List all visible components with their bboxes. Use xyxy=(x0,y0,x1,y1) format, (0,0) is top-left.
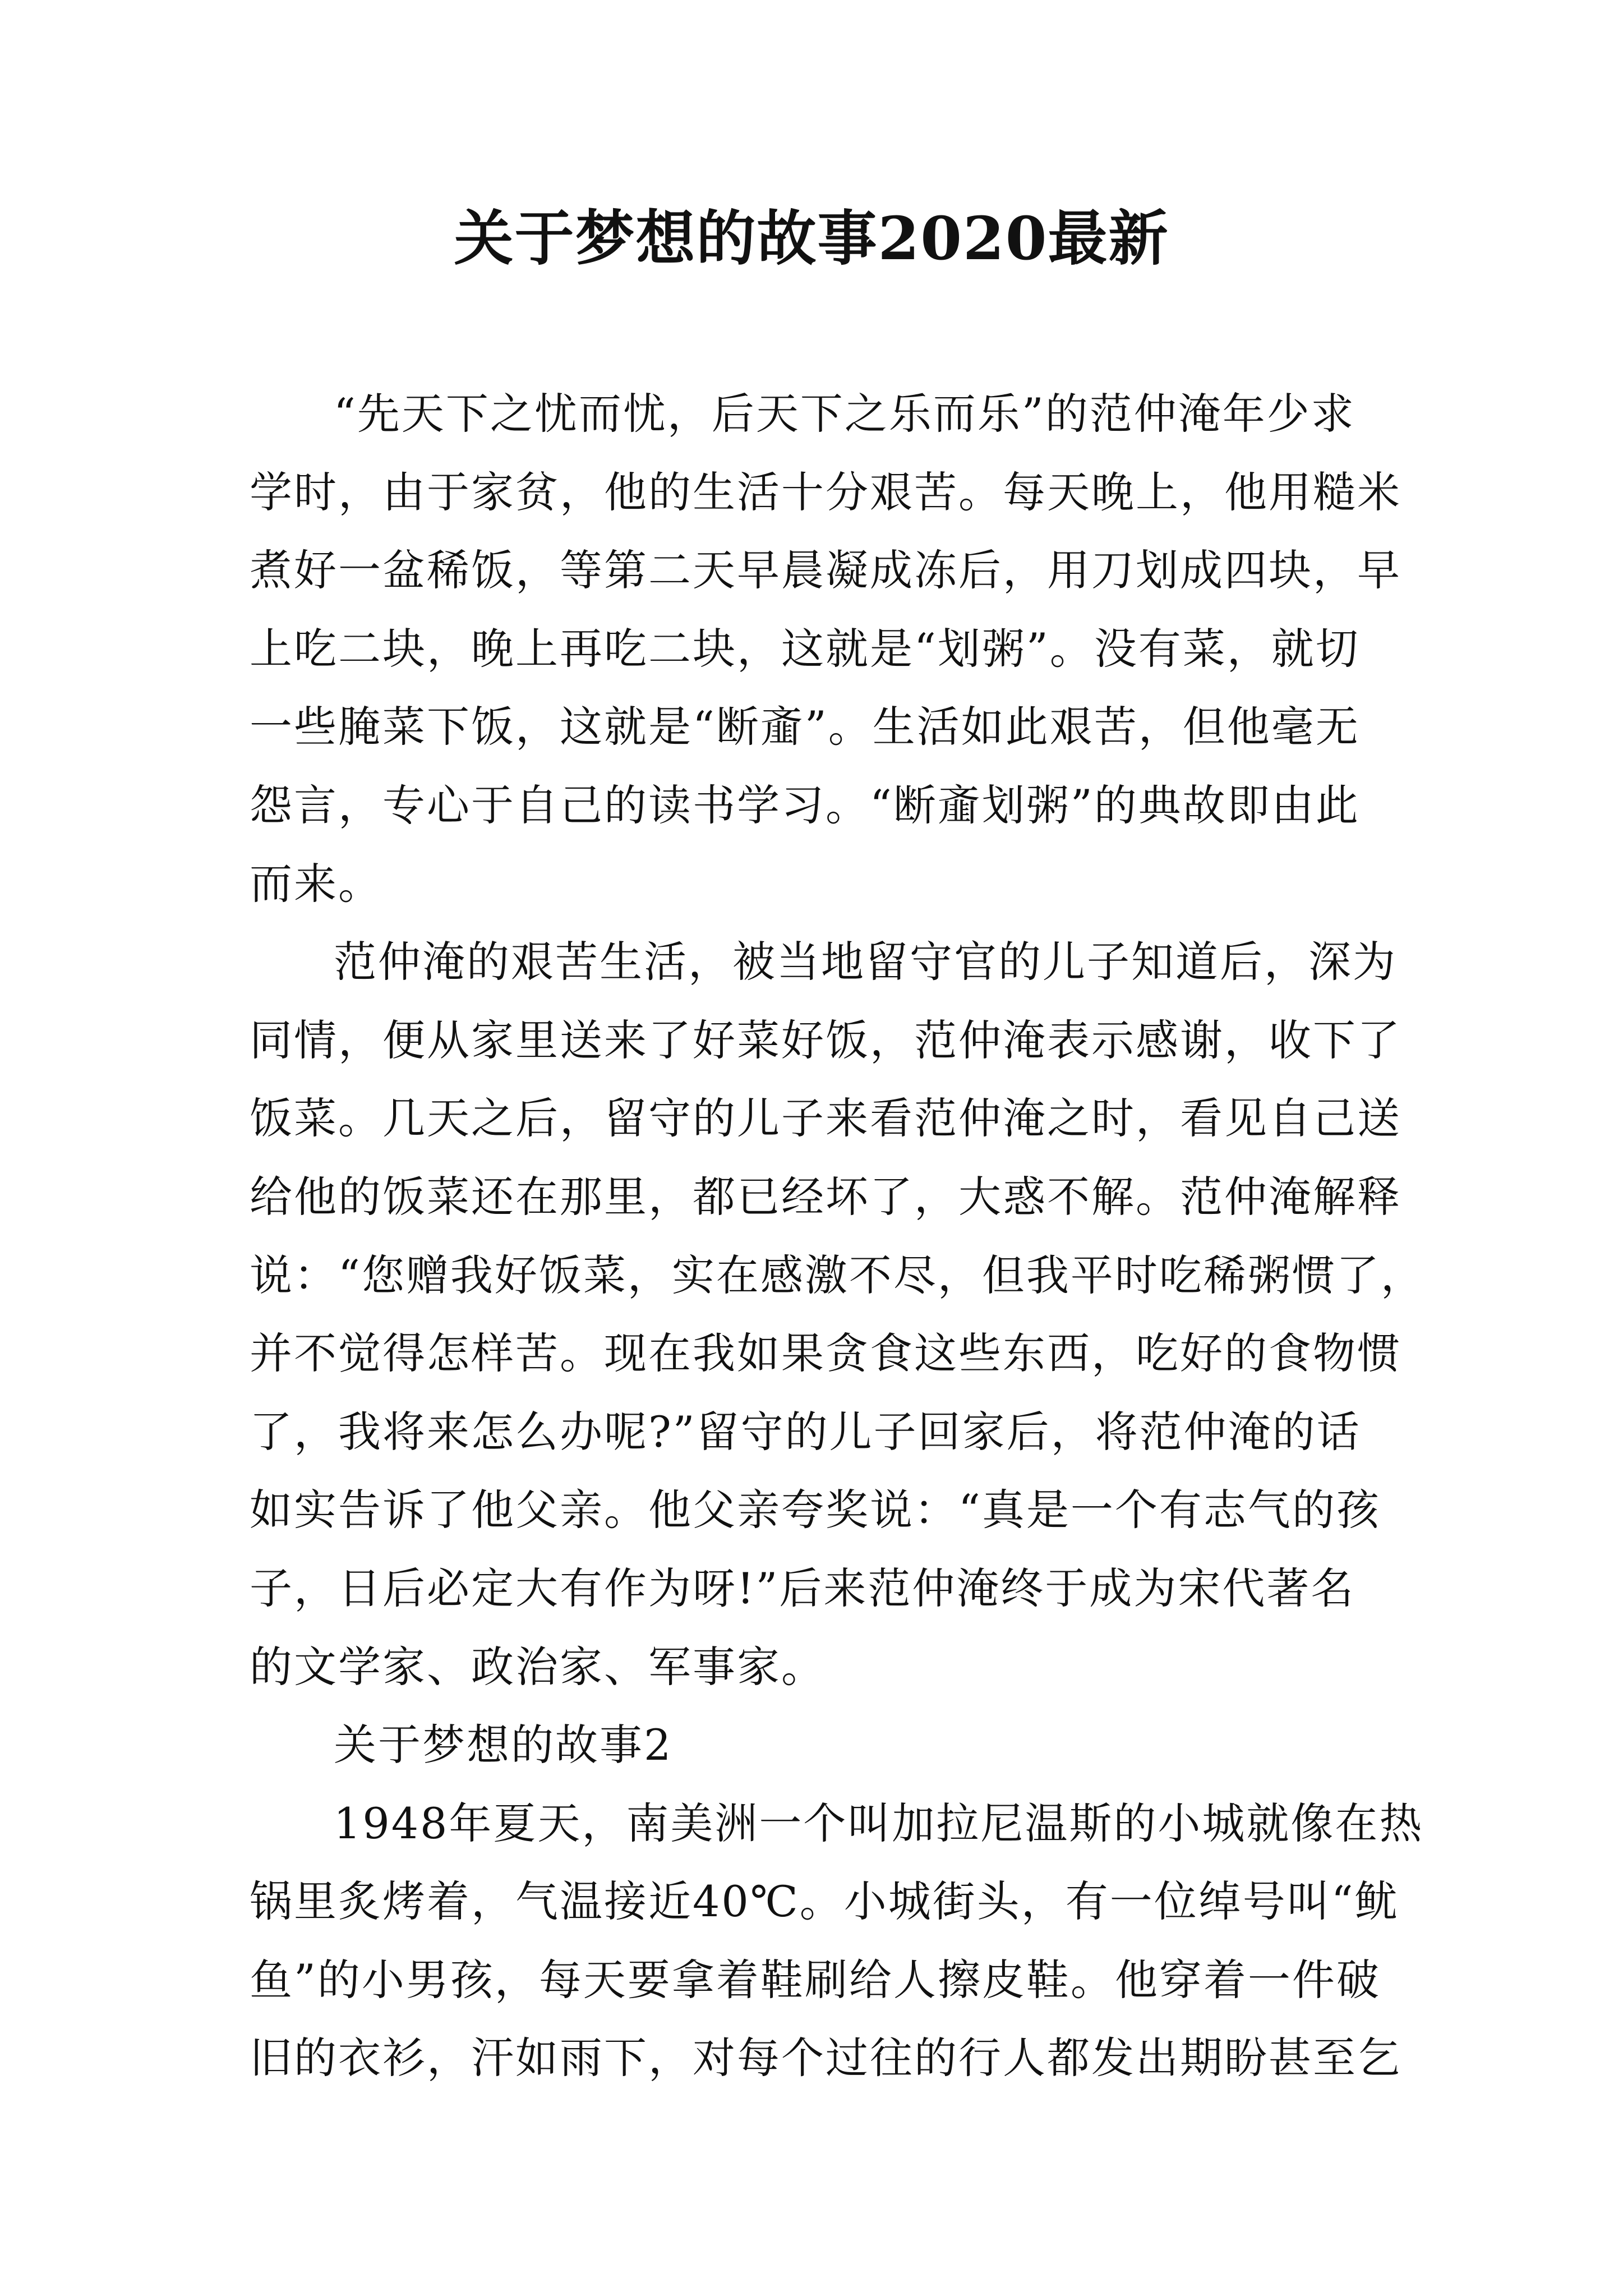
document-title: 关于梦想的故事2020最新 xyxy=(454,203,1169,273)
text-line: 给他的饭菜还在那里，都已经坏了，大惑不解。范仲淹解释 xyxy=(250,1171,1401,1222)
text-line: 而来。 xyxy=(250,858,382,909)
text-line: 旧的衣衫，汗如雨下，对每个过往的行人都发出期盼甚至乞 xyxy=(250,2033,1401,2083)
section-heading xyxy=(250,1706,1377,1784)
paragraph xyxy=(250,923,1425,1706)
paragraph xyxy=(250,1784,1424,2097)
text-line: “先天下之忧而忧，后天下之乐而乐”的范仲淹年少求 xyxy=(334,389,1355,439)
text-line: 如实告诉了他父亲。他父亲夸奖说：“真是一个有志气的孩 xyxy=(250,1485,1381,1535)
text-line: 说：“您赠我好饭菜，实在感激不尽，但我平时吃稀粥惯了， xyxy=(250,1250,1425,1300)
document-body xyxy=(250,375,1425,2097)
text-line: 范仲淹的艰苦生活，被当地留守官的儿子知道后，深为 xyxy=(334,937,1397,987)
text-line: 了，我将来怎么办呢?”留守的儿子回家后，将范仲淹的话 xyxy=(250,1406,1361,1457)
text-line: 煮好一盆稀饭，等第二天早晨凝成冻后，用刀划成四块，早 xyxy=(250,545,1401,596)
text-line: 同情，便从家里送来了好菜好饭，范仲淹表示感谢，收下了 xyxy=(250,1015,1401,1065)
text-line: 的文学家、政治家、军事家。 xyxy=(250,1641,826,1692)
text-line: 锅里炙烤着，气温接近40℃。小城街头，有一位绰号叫“鱿 xyxy=(250,1876,1399,1927)
text-line: 并不觉得怎样苦。现在我如果贪食这些东西，吃好的食物惯 xyxy=(250,1328,1401,1379)
text-line: 怨言，专心于自己的读书学习。“断齑划粥”的典故即由此 xyxy=(250,780,1360,830)
text-line: 一些腌菜下饭，这就是“断齑”。生活如此艰苦，但他毫无 xyxy=(250,702,1360,752)
text-line: 关于梦想的故事2 xyxy=(334,1720,673,1770)
text-line: 子，日后必定大有作为呀!”后来范仲淹终于成为宋代著名 xyxy=(250,1563,1355,1613)
text-line: 上吃二块，晚上再吃二块，这就是“划粥”。没有菜，就切 xyxy=(250,623,1360,674)
text-line: 学时，由于家贫，他的生活十分艰苦。每天晚上，他用糙米 xyxy=(250,467,1401,517)
text-line: 1948年夏天，南美洲一个叫加拉尼温斯的小城就像在热 xyxy=(334,1798,1424,1848)
text-line: 鱼”的小男孩，每天要拿着鞋刷给人擦皮鞋。他穿着一件破 xyxy=(250,1954,1381,2005)
text-line: 饭菜。几天之后，留守的儿子来看范仲淹之时，看见自己送 xyxy=(250,1093,1401,1144)
paragraph xyxy=(250,375,1401,923)
